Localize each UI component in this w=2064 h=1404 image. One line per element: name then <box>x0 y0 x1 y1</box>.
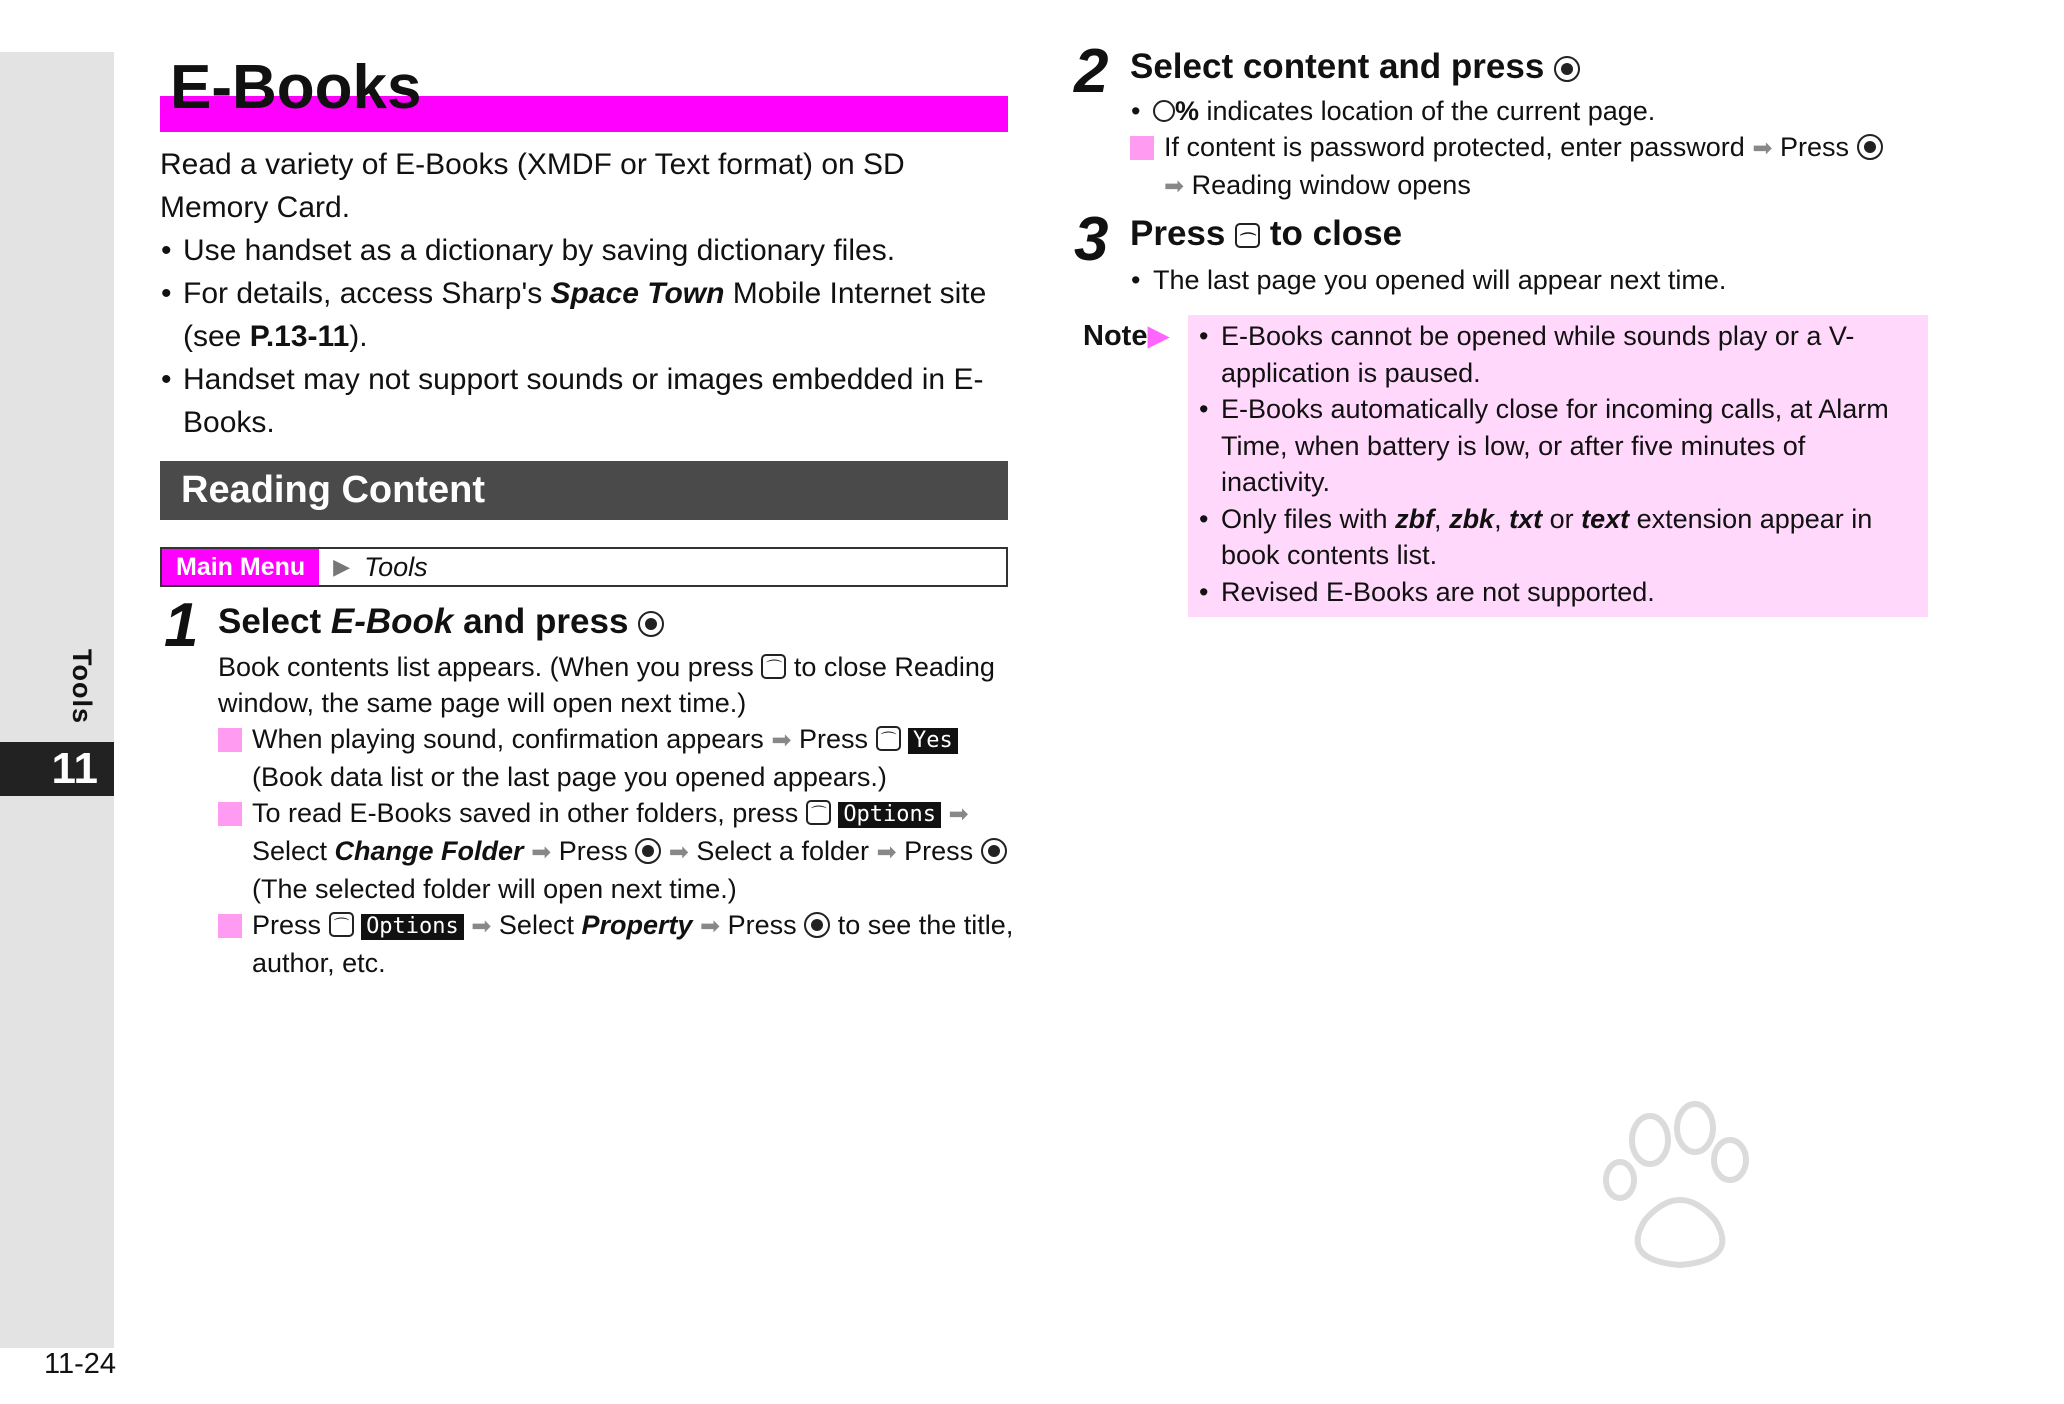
softkey-label: Yes <box>908 728 958 754</box>
menu-item-tools: Tools <box>364 551 428 582</box>
arrow-icon: ➡ <box>1752 135 1773 162</box>
extension: txt <box>1509 503 1543 534</box>
text: Select a folder <box>696 836 869 866</box>
softkey-icon <box>876 726 901 751</box>
text: For details, access Sharp's <box>183 277 551 310</box>
text: Select <box>218 602 331 641</box>
text: Select <box>498 910 582 940</box>
site-name: Space Town <box>550 277 725 310</box>
text: or <box>1542 503 1582 534</box>
extension: zbf <box>1395 503 1435 534</box>
text: to see the title, author, etc. <box>252 910 1014 978</box>
pink-square-icon <box>1130 136 1154 160</box>
menu-option: Change Folder <box>334 836 524 866</box>
section-heading: Reading Content <box>160 461 1008 520</box>
intro-paragraph: Read a variety of E-Books (XMDF or Text format) on SD Memory Card. <box>160 148 905 224</box>
text: Press <box>558 836 628 866</box>
arrow-icon: ➡ <box>771 727 792 754</box>
sub-item <box>218 795 1018 907</box>
step-body <box>1130 93 1930 205</box>
text: (Book data list or the last page you opened appears.) <box>252 762 887 792</box>
arrow-icon: ➡ <box>700 913 721 940</box>
step-body <box>218 649 1018 981</box>
intro-bullet: • Handset may not support sounds or images embedded in E-Books. <box>160 358 1020 444</box>
softkey-icon <box>806 800 831 825</box>
arrow-icon: ➡ <box>948 801 969 828</box>
text: and press <box>453 602 629 641</box>
step-body <box>1130 262 1930 298</box>
text: indicates location of the current page. <box>1199 96 1656 126</box>
extension: zbk <box>1449 503 1495 534</box>
text: Press <box>252 910 322 940</box>
softkey-label: Options <box>361 914 464 940</box>
end-key-icon <box>1235 223 1260 248</box>
text: Press <box>1779 132 1849 162</box>
note-item: • Revised E-Books are not supported. <box>1198 574 1910 611</box>
menu-path <box>160 547 1008 587</box>
center-key-icon <box>635 838 661 864</box>
sub-item <box>1130 129 1930 205</box>
step-number: 3 <box>1074 205 1109 274</box>
text: Book contents list appears. (When you press <box>218 652 754 682</box>
step-bullet <box>1130 93 1930 129</box>
softkey-icon <box>329 912 354 937</box>
text: Press <box>904 836 974 866</box>
text: To read E-Books saved in other folders, press <box>252 798 799 828</box>
intro-bullet <box>160 272 1020 358</box>
arrow-icon: ➡ <box>531 839 552 866</box>
pink-square-icon <box>218 728 242 752</box>
text: Only files with <box>1221 503 1396 534</box>
intro <box>160 143 1020 444</box>
step-bullet: • The last page you opened will appear next time. <box>1130 262 1930 298</box>
center-key-icon <box>638 611 664 637</box>
text: Note <box>1083 320 1148 352</box>
arrow-icon: ➡ <box>876 839 897 866</box>
softkey-label: Options <box>838 802 941 828</box>
text: to close Reading window, the same page will open next time.) <box>218 652 995 718</box>
text: When playing sound, confirmation appears <box>252 724 764 754</box>
main-menu-tag: Main Menu <box>162 549 319 585</box>
step-heading <box>218 600 664 644</box>
menu-option: E-Book <box>330 602 454 641</box>
menu-option: Property <box>581 910 693 940</box>
center-key-icon <box>1857 134 1883 160</box>
text: to close <box>1269 214 1403 253</box>
note-item: • E-Books automatically close for incoming calls, at Alarm Time, when battery is low, or after five minutes of inactivity. <box>1198 391 1910 501</box>
arrow-icon: ➡ <box>1164 173 1185 200</box>
pink-square-icon <box>218 914 242 938</box>
percent-indicator: % <box>1175 96 1200 126</box>
note-item <box>1198 501 1910 574</box>
page-title: E-Books <box>170 53 422 122</box>
text: Press <box>727 910 797 940</box>
note-label <box>1083 318 1170 353</box>
text: , <box>1494 503 1510 534</box>
step-heading <box>1130 45 1580 89</box>
center-key-icon <box>981 838 1007 864</box>
note-item: • E-Books cannot be opened while sounds play or a V-application is paused. <box>1198 318 1910 391</box>
center-key-icon <box>804 912 830 938</box>
sub-item <box>218 907 1018 981</box>
step-description <box>218 649 1018 721</box>
text: Press <box>798 724 868 754</box>
text: ). <box>349 320 368 353</box>
circle-icon <box>1153 100 1175 122</box>
arrow-icon: ➡ <box>471 913 492 940</box>
text: Select content and press <box>1130 47 1545 86</box>
step-heading <box>1130 212 1402 256</box>
text: extension appear in book contents list. <box>1221 503 1873 570</box>
note-box <box>1188 315 1928 617</box>
extension: text <box>1581 503 1630 534</box>
text: Mobile Internet site (see <box>183 277 987 353</box>
text: Reading window opens <box>1191 170 1471 200</box>
center-key-icon <box>1554 56 1580 82</box>
text: Press <box>1130 214 1226 253</box>
step-number: 1 <box>164 591 199 660</box>
text: , <box>1434 503 1450 534</box>
arrow-icon: ➡ <box>668 839 689 866</box>
text: Select <box>252 836 335 866</box>
text: If content is password protected, enter password <box>1164 132 1745 162</box>
arrow-right-icon: ▶ <box>1147 320 1170 352</box>
step-number: 2 <box>1074 37 1109 106</box>
baidu-watermark-logo <box>1480 1100 1960 1350</box>
page-reference: P.13-11 <box>249 320 350 353</box>
end-key-icon <box>761 654 786 679</box>
chapter-number: 11 <box>0 742 114 796</box>
page-number: 11-24 <box>44 1348 117 1380</box>
side-tab-label: Tools <box>67 649 97 724</box>
pink-square-icon <box>218 802 242 826</box>
sub-item <box>218 721 1018 795</box>
intro-bullet: • Use handset as a dictionary by saving dictionary files. <box>160 229 1020 272</box>
arrow-right-icon: ▶ <box>333 554 351 579</box>
text: (The selected folder will open next time.) <box>252 874 737 904</box>
